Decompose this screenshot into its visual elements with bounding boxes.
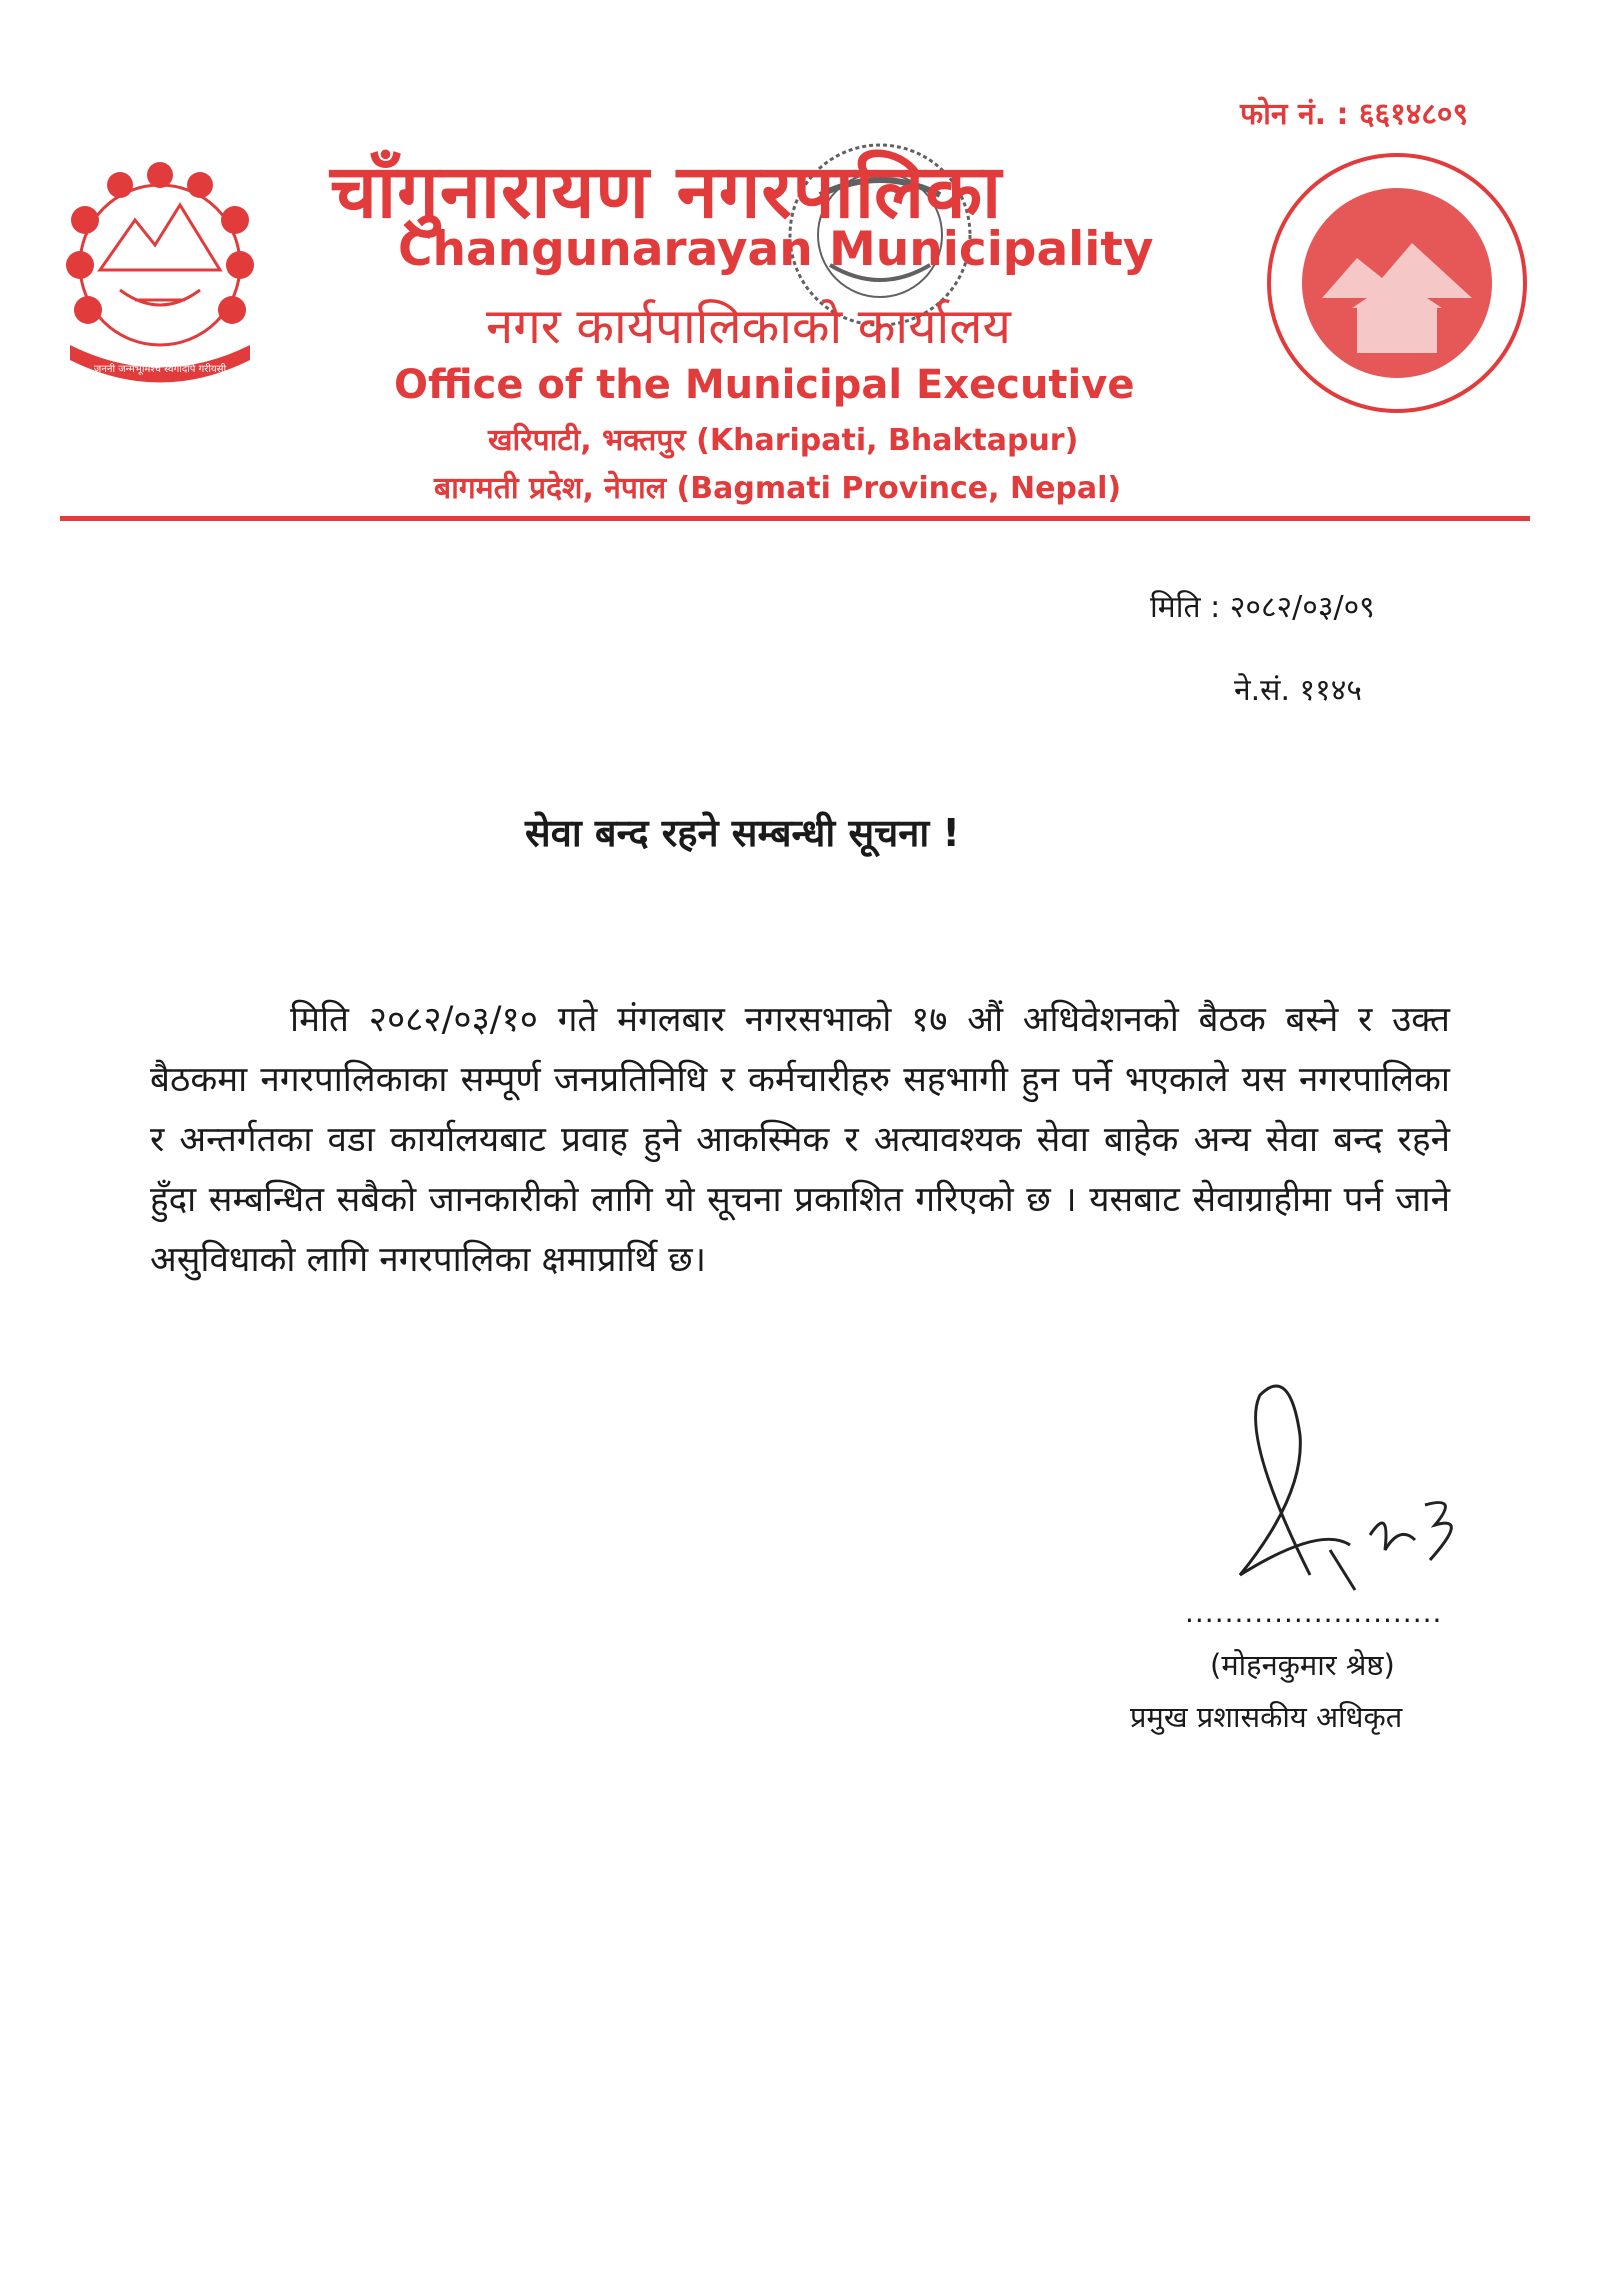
address-line-2: बागमती प्रदेश, नेपाल (Bagmati Province, Nepal)	[434, 471, 1122, 506]
nepal-sambat-date: ने.सं. ११४५	[1234, 673, 1362, 708]
municipality-name-en: Changunarayan Municipality	[398, 222, 1154, 277]
municipality-seal-icon	[1262, 148, 1532, 418]
signer-title: प्रमुख प्रशासकीय अधिकृत	[1130, 1700, 1403, 1734]
letter-date: मिति : २०८२/०३/०९	[1150, 590, 1375, 625]
signature-line: ..........................	[1185, 1596, 1443, 1629]
nepal-emblem-icon	[40, 150, 280, 390]
signer-name: (मोहनकुमार श्रेष्ठ)	[1210, 1648, 1395, 1682]
municipality-name-np: चाँगुनारायण नगरपालिका	[330, 149, 1003, 235]
header-divider	[60, 516, 1530, 521]
notice-subject: सेवा बन्द रहने सम्बन्धी सूचना !	[525, 811, 960, 855]
notice-body: मिति २०८२/०३/१० गते मंगलबार नगरसभाको १७ औं अधिवेशनको बैठक बस्ने र उक्त बैठकमा नगरपालिकाका सम्पूर्ण जनप्रतिनिधि र कर्मचारीहरु सहभागी हुन पर्ने भएकाले यस नगरपालिका र अन्तर्गतका वडा कार्यालयबाट प्रवाह हुने आकस्मिक र अत्यावश्यक सेवा बाहेक अन्य सेवा बन्द रहने हुँदा सम्बन्धित सबैको जानकारीको लागि यो सूचना प्रकाशित गरिएको छ । यसबाट सेवाग्राहीमा पर्न जाने असुविधाको लागि नगरपालिका क्षमाप्रार्थि छ।	[150, 1000, 1450, 1280]
office-name-np: नगर कार्यपालिकाको कार्यालय	[486, 298, 1011, 355]
office-name-en: Office of the Municipal Executive	[394, 362, 1135, 408]
address-line-1: खरिपाटी, भक्तपुर (Kharipati, Bhaktapur)	[488, 423, 1079, 458]
emblem-motto: जननी जन्मभूमिश्च स्वर्गादपि गरीयसी	[93, 364, 227, 375]
phone-number: फोन नं. : ६६१४८०९	[1240, 97, 1469, 132]
signature-icon	[1180, 1375, 1490, 1605]
